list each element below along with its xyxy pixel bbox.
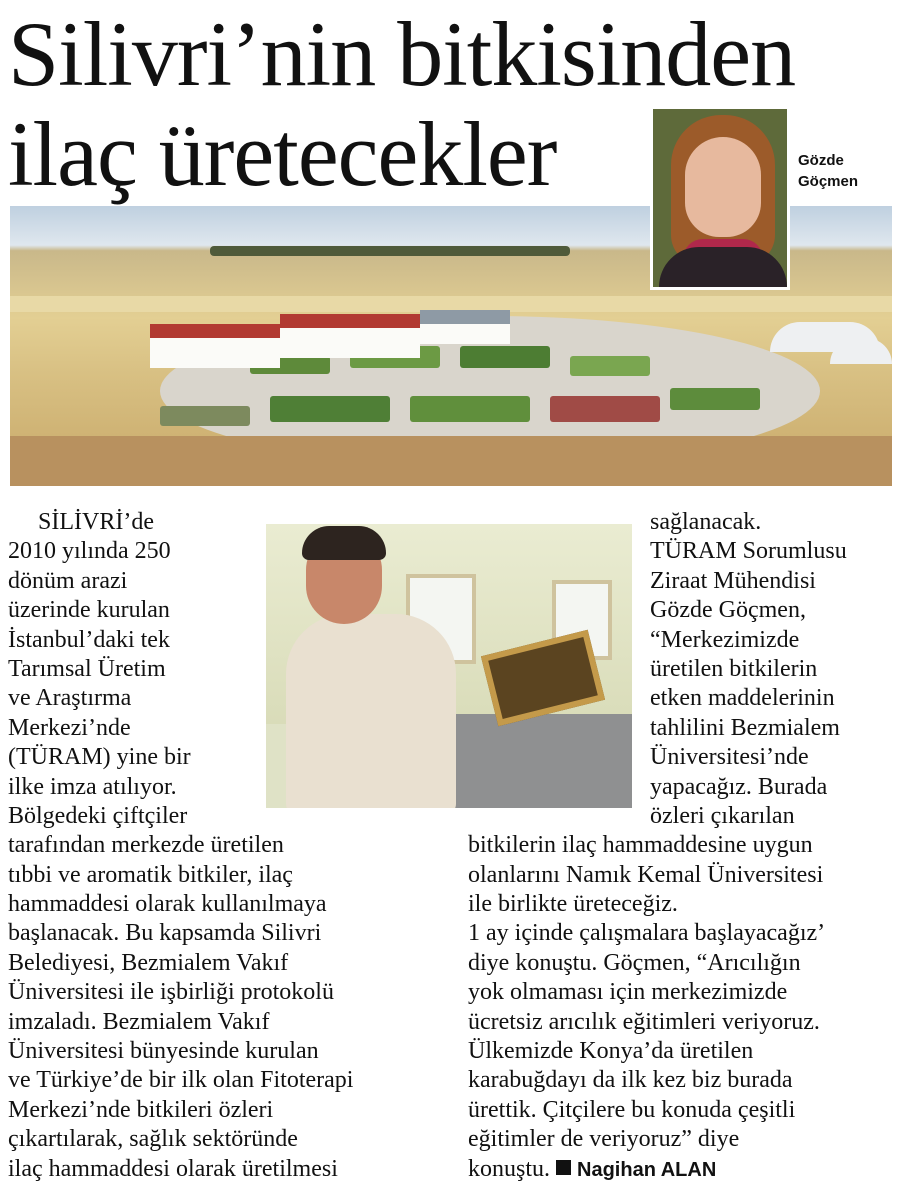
body-line: etken maddelerinin bbox=[650, 685, 835, 712]
byline: Nagihan ALAN bbox=[577, 1158, 717, 1181]
body-line-text: konuştu. bbox=[468, 1155, 551, 1182]
body-line-last bbox=[468, 1155, 847, 1184]
body-line: SİLİVRİ’de bbox=[38, 509, 154, 535]
body-line: karabuğdayı da ilk kez biz burada bbox=[468, 1067, 793, 1094]
body-line: ve Türkiye’de bir ilk olan Fitoterapi bbox=[8, 1067, 354, 1094]
body-line: Belediyesi, Bezmialem Vakıf bbox=[8, 949, 289, 976]
headline-line-1: Silivri’nin bitkisinden bbox=[8, 3, 796, 105]
byline-square-icon bbox=[556, 1160, 571, 1175]
body-line: üretilen bitkilerin bbox=[650, 655, 818, 682]
body-line: çıkartılarak, sağlık sektöründe bbox=[8, 1126, 298, 1153]
body-line: (TÜRAM) yine bir bbox=[8, 744, 191, 771]
body-line: ile birlikte üreteceğiz. bbox=[468, 891, 678, 918]
body-line: üzerinde kurulan bbox=[8, 597, 170, 624]
body-line: başlanacak. Bu kapsamda Silivri bbox=[8, 920, 322, 947]
body-line: yapacağız. Burada bbox=[650, 773, 828, 800]
body-line: Gözde Göçmen, bbox=[650, 597, 806, 624]
article-column-left bbox=[8, 508, 353, 1184]
body-line: Üniversitesi ile işbirliği protokolü bbox=[8, 979, 334, 1006]
body-line: eğitimler de veriyoruz” diye bbox=[468, 1126, 740, 1153]
body-line: Merkezi’nde bitkileri özleri bbox=[8, 1096, 274, 1123]
body-line: İstanbul’daki tek bbox=[8, 626, 170, 653]
body-line: bitkilerin ilaç hammaddesine uygun bbox=[468, 832, 813, 859]
body-line: hammaddesi olarak kullanılmaya bbox=[8, 891, 327, 918]
body-line: tahlilini Bezmialem bbox=[650, 714, 840, 741]
body-line: özleri çıkarılan bbox=[650, 802, 795, 829]
body-line: Ziraat Mühendisi bbox=[650, 567, 816, 594]
body-line: ürettik. Çitçilere bu konuda çeşitli bbox=[468, 1096, 796, 1123]
body-line: imzaladı. Bezmialem Vakıf bbox=[8, 1008, 270, 1035]
body-line: ilaç hammaddesi olarak üretilmesi bbox=[8, 1155, 338, 1182]
article-column-right bbox=[468, 508, 847, 1184]
gozde-gocmen-portrait bbox=[650, 106, 790, 290]
body-line: ücretsiz arıcılık eğitimleri veriyoruz. bbox=[468, 1008, 820, 1035]
body-line: Tarımsal Üretim bbox=[8, 655, 166, 682]
body-line: 2010 yılında 250 bbox=[8, 538, 171, 565]
body-line: dönüm arazi bbox=[8, 567, 128, 594]
body-line: tıbbi ve aromatik bitkiler, ilaç bbox=[8, 861, 293, 888]
body-line: diye konuştu. Göçmen, “Arıcılığın bbox=[468, 949, 801, 976]
body-line: ve Araştırma bbox=[8, 685, 132, 712]
body-line: ilke imza atılıyor. bbox=[8, 773, 177, 800]
body-line: 1 ay içinde çalışmalara başlayacağız’ bbox=[468, 920, 826, 947]
body-line: TÜRAM Sorumlusu bbox=[650, 538, 847, 565]
body-line: Merkezi’nde bbox=[8, 714, 131, 741]
body-line: Ülkemizde Konya’da üretilen bbox=[468, 1038, 754, 1065]
portrait-caption: Gözde Göçmen bbox=[798, 152, 859, 190]
body-line: tarafından merkezde üretilen bbox=[8, 832, 284, 859]
body-line: Üniversitesi’nde bbox=[650, 744, 809, 771]
body-line: olanlarını Namık Kemal Üniversitesi bbox=[468, 861, 824, 888]
headline-line-2: ilaç üretecekler bbox=[8, 103, 557, 205]
body-line: yok olmaması için merkezimizde bbox=[468, 979, 788, 1006]
body-line: Üniversitesi bünyesinde kurulan bbox=[8, 1038, 319, 1065]
body-line: Bölgedeki çiftçiler bbox=[8, 802, 188, 829]
body-line: sağlanacak. bbox=[650, 509, 762, 535]
body-line: “Merkezimizde bbox=[650, 626, 800, 653]
